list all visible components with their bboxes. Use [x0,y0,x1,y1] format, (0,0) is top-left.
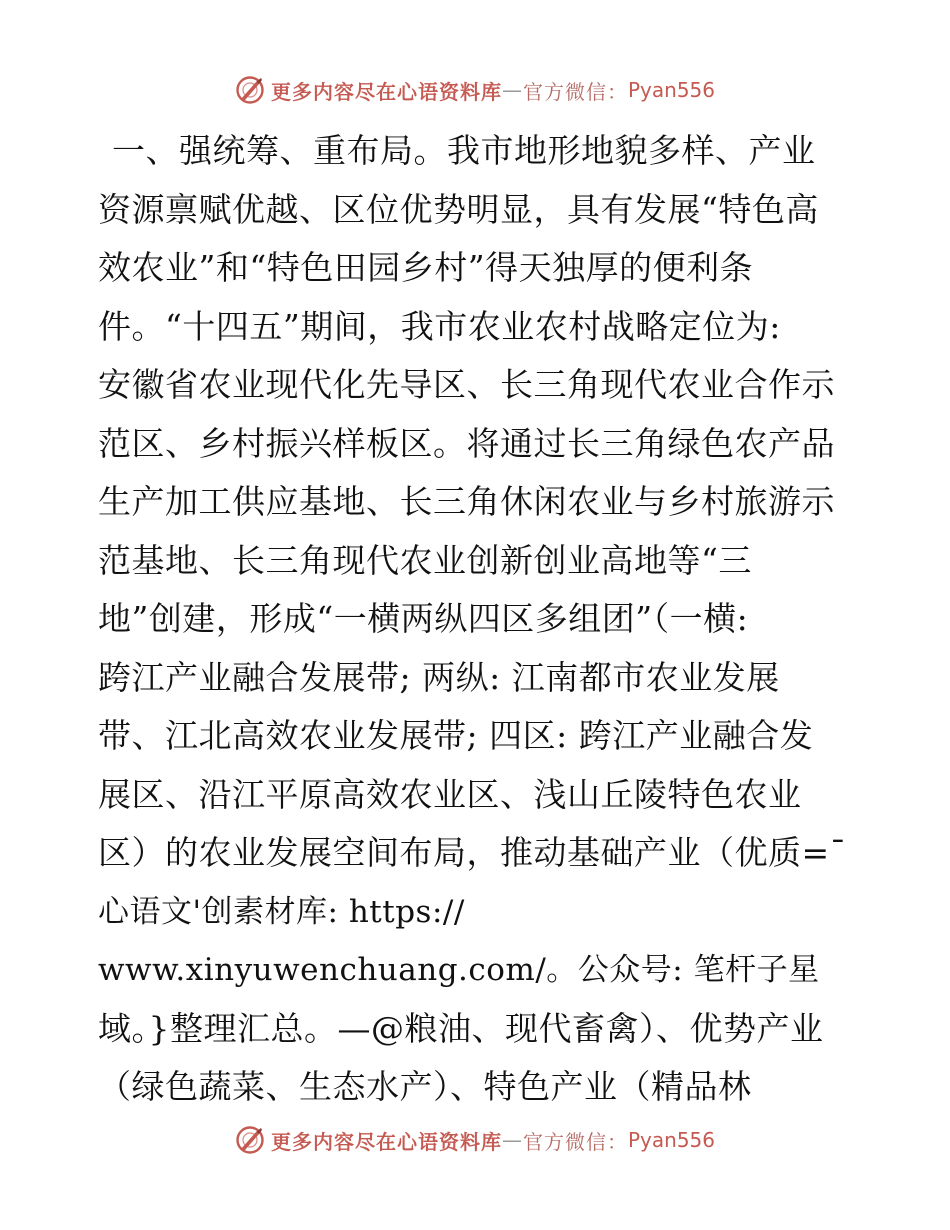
banner-wechat-id: Pyan556 [627,78,715,102]
text-line: 生产加工供应基地、长三角休闲农业与乡村旅游示 [98,482,835,521]
banner-wechat-id: Pyan556 [627,1128,715,1152]
text-line: 资源禀赋优越、区位优势明显，具有发展“特色高 [98,189,819,229]
text-line: www.xinyuwenchuang.com/。公众号: 笔杆子星 [98,952,820,988]
text-line: 安徽省农业现代化先导区、长三角现代农业合作示 [98,365,835,404]
text-line: （绿色蔬菜、生态水产）、特色产业（精品林 [98,1067,752,1106]
quill-circle-icon [235,75,265,105]
text-line: 区）的农业发展空间布局，推动基础产业（优质=¯ [98,833,847,872]
text-line: 范基地、长三角现代农业创新创业高地等“三 [98,540,752,580]
document-body [98,122,858,1117]
text-line: 心语文'创素材库: https:// [98,893,465,930]
banner-site-name: 更多内容尽在心语资料库 [270,79,502,104]
banner-site-name: 更多内容尽在心语资料库 [270,1129,502,1154]
text-line: 跨江产业融合发展带; 两纵: 江南都市农业发展 [98,657,780,697]
quill-circle-icon [235,1125,265,1155]
text-line: 地”创建，形成“一横两纵四区多组团”（一横: [98,599,749,638]
text-line: 效农业”和“特色田园乡村”得天独厚的便利条 [98,248,754,287]
text-line: 域。}整理汇总。—@粮油、现代畜禽）、优势产业 [98,1008,824,1048]
text-line: 范区、乡村振兴样板区。将通过长三角绿色农产品 [98,423,835,463]
text-line: 展区、沿江平原高效农业区、浅山丘陵特色农业 [98,774,802,814]
banner-wechat-label: 官方微信： [522,1129,628,1154]
banner-wechat-label: 官方微信： [522,79,628,104]
text-line: 带、江北高效农业发展带; 四区: 跨江产业融合发 [98,716,814,755]
text-line: 一、强统筹、重布局。我市地形地貌多样、产业 [112,131,816,170]
banner-separator: — [501,1128,523,1152]
footer-banner [0,1120,950,1160]
header-banner [0,70,950,110]
banner-separator: — [501,78,523,102]
text-line: 件。“十四五”期间，我市农业农村战略定位为: [98,306,781,346]
